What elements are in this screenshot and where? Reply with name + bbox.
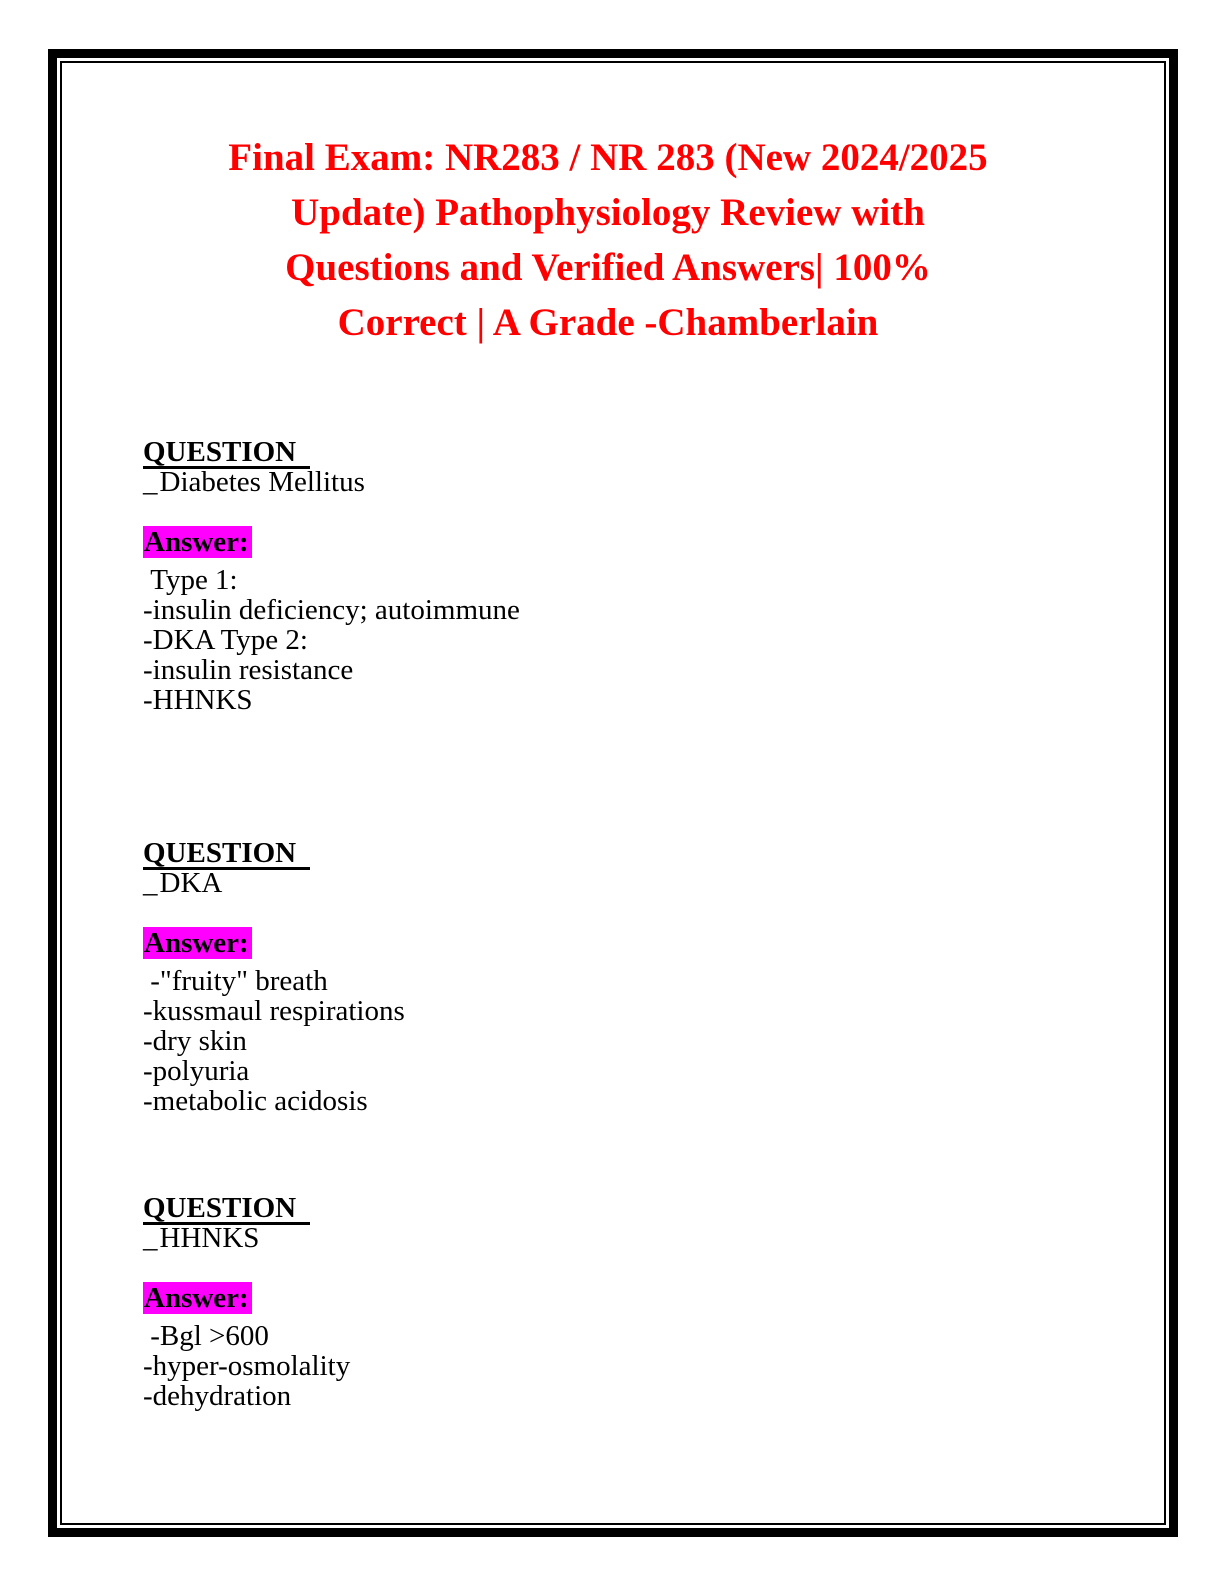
answer-line: -Bgl >600 xyxy=(143,1320,269,1352)
question-heading-label: QUESTION xyxy=(143,439,310,469)
document-title xyxy=(143,130,1073,350)
qa-section-1 xyxy=(143,437,1093,715)
answer-line: -hyper-osmolality xyxy=(143,1350,351,1382)
question-heading xyxy=(143,838,1093,868)
question-heading-label: QUESTION xyxy=(143,1195,310,1225)
answer-label-row xyxy=(143,527,1093,557)
question-heading-label: QUESTION xyxy=(143,840,310,870)
title-line: Update) Pathophysiology Review with xyxy=(291,191,925,234)
title-line: Final Exam: NR283 / NR 283 (New 2024/2025 xyxy=(228,136,988,179)
question-heading xyxy=(143,437,1093,467)
underscore-mark: _ xyxy=(143,466,160,498)
answer-label: Answer: xyxy=(143,927,252,959)
answer-label-row xyxy=(143,928,1093,958)
qa-section-2 xyxy=(143,838,1093,1116)
answer-label: Answer: xyxy=(143,526,252,558)
answer-lines xyxy=(143,966,1093,1116)
answer-line: -dry skin xyxy=(143,1025,247,1057)
answer-line: -metabolic acidosis xyxy=(143,1085,368,1117)
answer-lines xyxy=(143,565,1093,715)
answer-line: -polyuria xyxy=(143,1055,250,1087)
answer-lines xyxy=(143,1321,1093,1411)
qa-section-3 xyxy=(143,1193,1093,1411)
answer-line: -DKA Type 2: xyxy=(143,624,308,656)
underscore-mark: _ xyxy=(143,867,160,899)
question-term: DKA xyxy=(159,867,223,899)
answer-line: Type 1: xyxy=(143,564,238,596)
answer-line: -dehydration xyxy=(143,1380,292,1412)
question-text xyxy=(143,868,1093,898)
answer-line: -insulin deficiency; autoimmune xyxy=(143,594,520,626)
title-line: Correct | A Grade -Chamberlain xyxy=(337,301,879,344)
answer-line: -insulin resistance xyxy=(143,654,354,686)
underscore-mark: _ xyxy=(143,1222,160,1254)
answer-label: Answer: xyxy=(143,1282,252,1314)
answer-line: -HHNKS xyxy=(143,684,253,716)
question-heading xyxy=(143,1193,1093,1223)
question-text xyxy=(143,1223,1093,1253)
answer-line: -"fruity" breath xyxy=(143,965,328,997)
question-text xyxy=(143,467,1093,497)
answer-line: -kussmaul respirations xyxy=(143,995,405,1027)
question-term: Diabetes Mellitus xyxy=(159,466,365,498)
answer-label-row xyxy=(143,1283,1093,1313)
title-line: Questions and Verified Answers| 100% xyxy=(285,246,931,289)
page-content xyxy=(143,0,1093,1411)
question-term: HHNKS xyxy=(159,1222,260,1254)
